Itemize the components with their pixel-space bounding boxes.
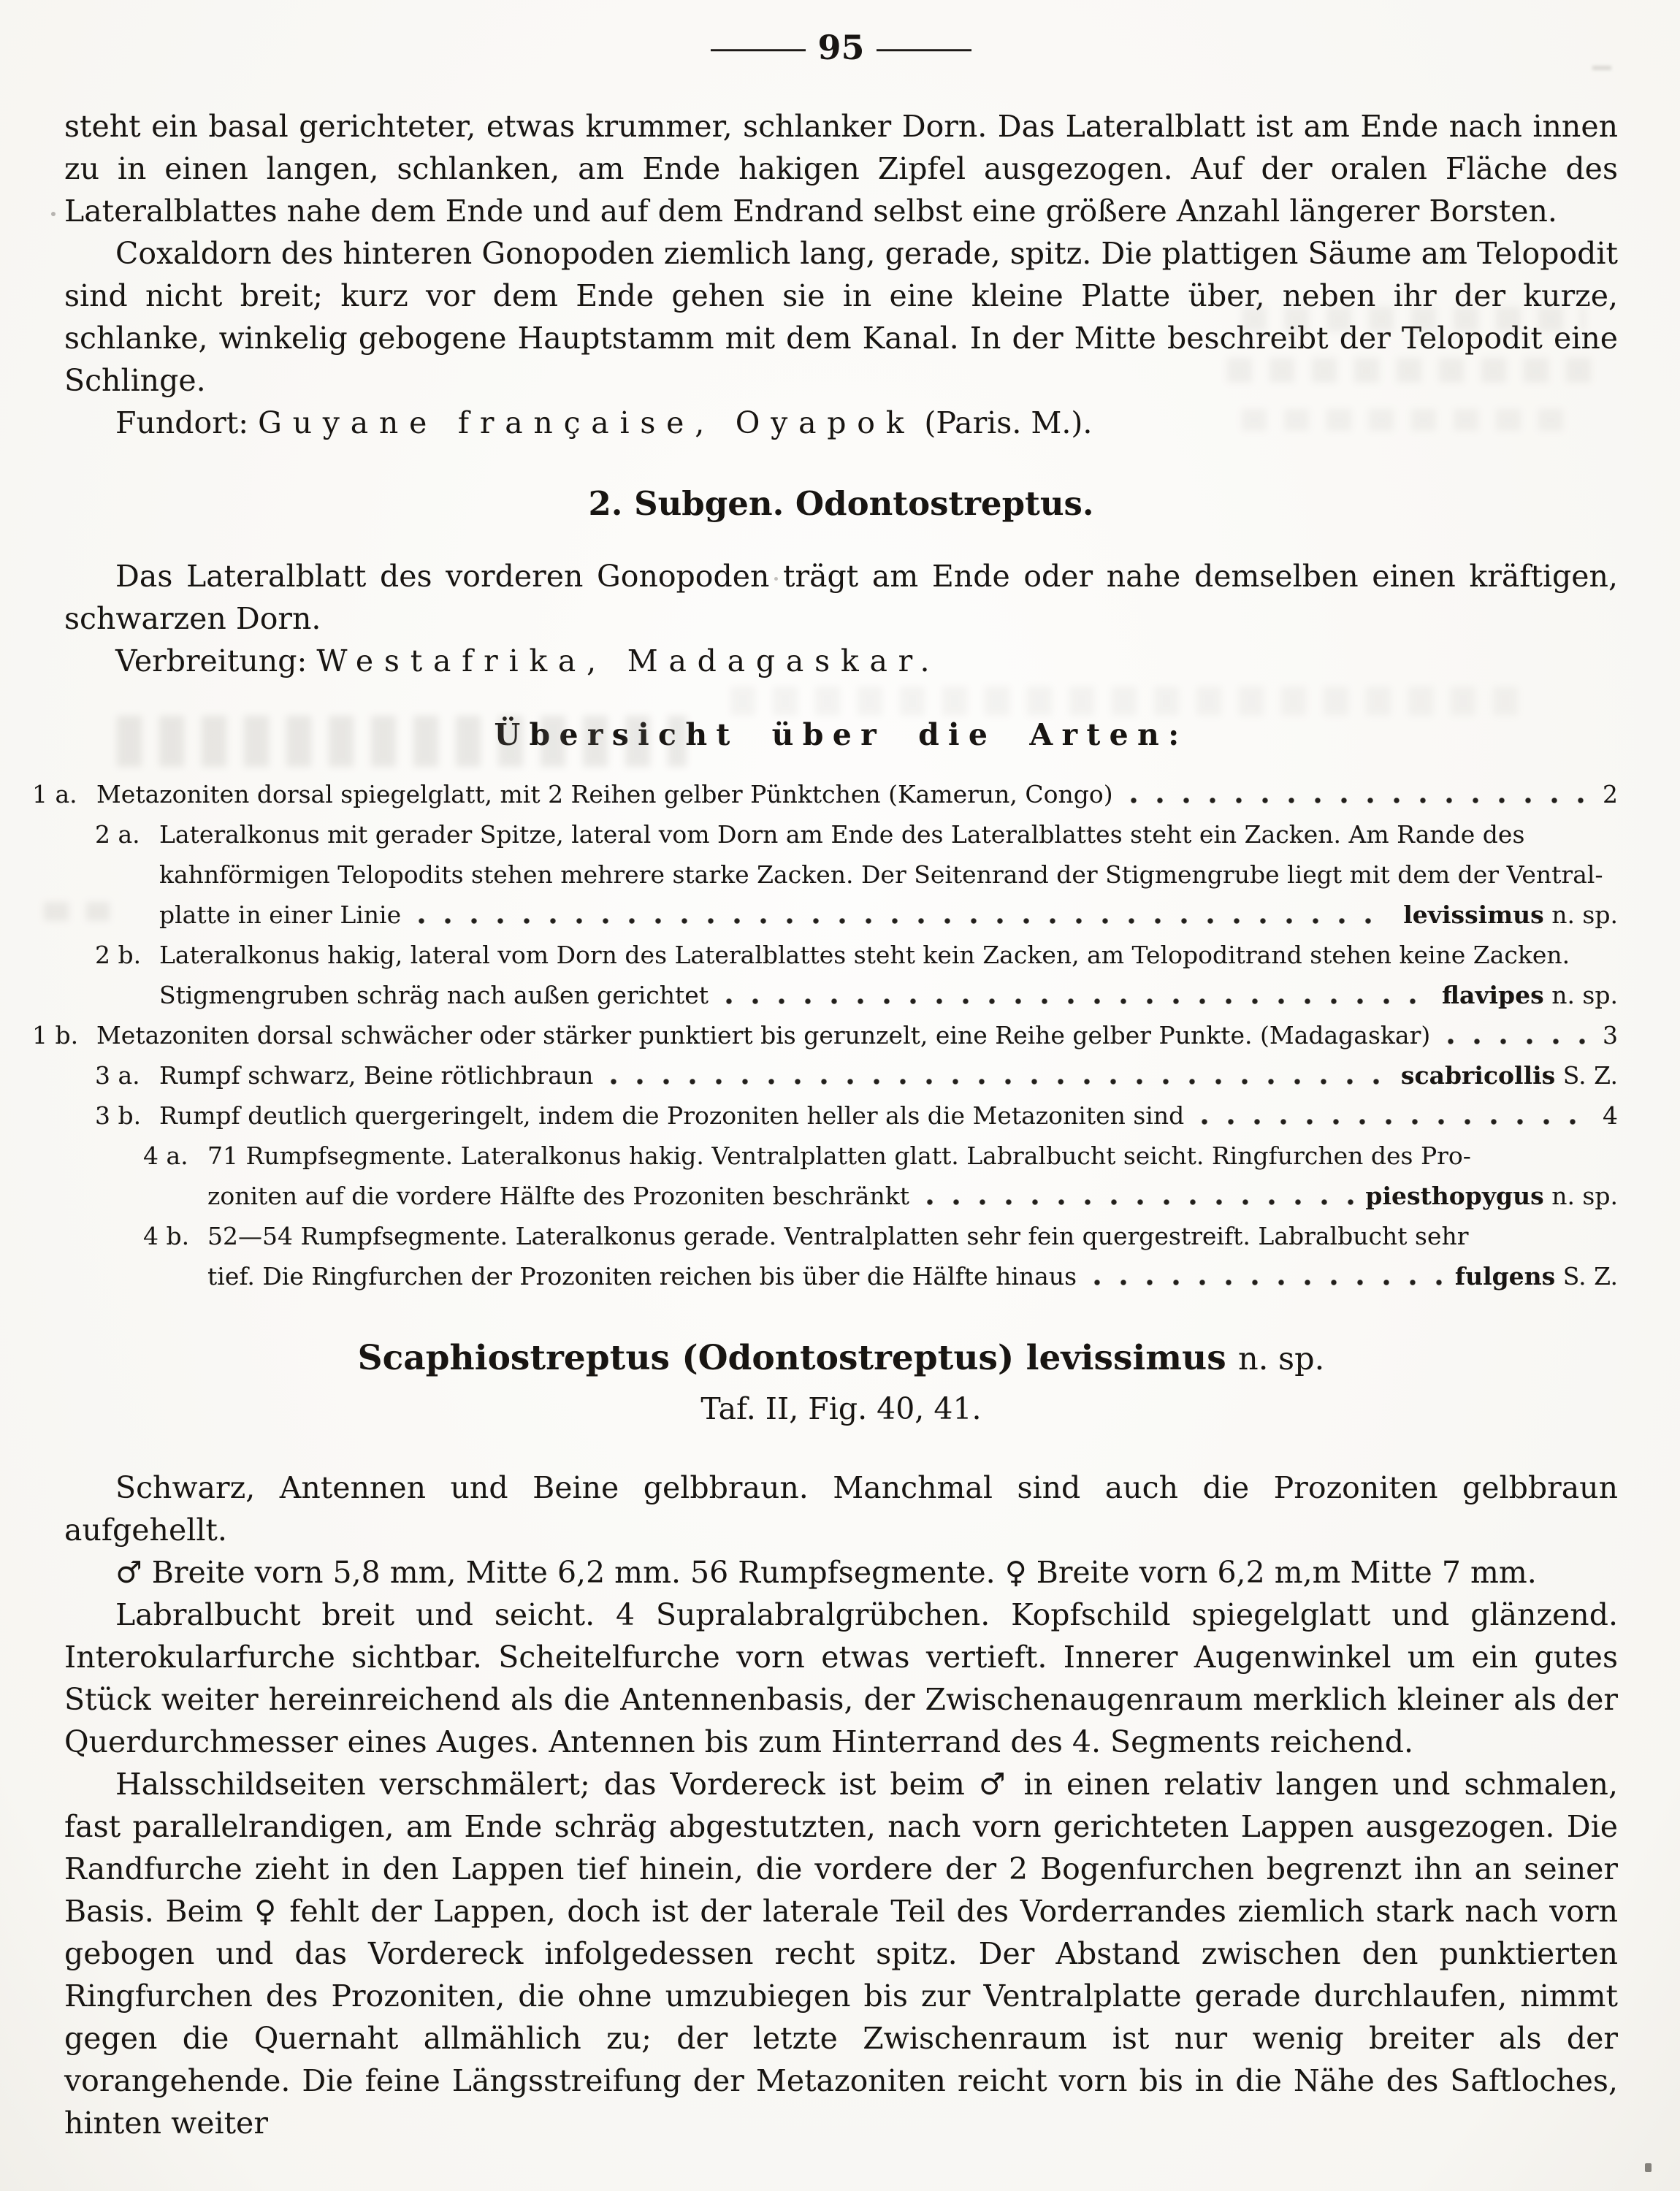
header-rule-left: —: [706, 28, 811, 67]
plate-figure-reference: Taf. II, Fig. 40, 41.: [700, 1391, 982, 1426]
key-item-text: zoniten auf die vordere Hälfte des Prozoniten beschränkt: [207, 1182, 909, 1210]
identification-key: [32, 774, 1618, 1296]
key-item-number: 3 b.: [95, 1101, 142, 1130]
key-item-number: 3 a.: [95, 1061, 140, 1090]
page-header: [64, 28, 1618, 67]
key-item-text: Lateralkonus mit gerader Spitze, lateral vom Dorn am Ende des Lateralblattes steht ein Zacken. Am Rande des: [159, 820, 1525, 849]
key-item-1a: [32, 774, 1618, 814]
key-item-result: 4: [1603, 1101, 1618, 1130]
dot-leader: [723, 975, 1430, 1015]
header-rule-right: —: [871, 28, 976, 67]
dot-leader: [416, 895, 1391, 935]
key-item-text: platte in einer Linie: [159, 901, 402, 929]
key-item-text: 52—54 Rumpfsegmente. Lateralkonus gerade. Ventralplatten sehr fein quergestreift. Labralbucht sehr: [207, 1222, 1469, 1250]
key-item-3b: [32, 1096, 1618, 1136]
key-item-text: Stigmengruben schräg nach außen gerichtet: [159, 981, 709, 1009]
species-authorship: n. sp.: [1238, 1341, 1325, 1377]
subgenus-heading: 2. Subgen. Odontostreptus.: [588, 484, 1094, 523]
paragraph-head-description: Labralbucht breit und seicht. 4 Supralabralgrübchen. Kopfschild spiegelglatt und glänzend. Interokularfurche sichtbar. Scheitelfurche vorn etwas vertieft. Innerer Augenwinkel um ein gutes Stück weiter hereinreichend als die Antennenbasis, der Zwischenaugenraum merklich kleiner als der Querdurchmesser eines Auges. Antennen bis zum Hinterrand des 4. Segments reichend.: [64, 1597, 1618, 1759]
key-item-text: Lateralkonus hakig, lateral vom Dorn des Lateralblattes steht kein Zacken, am Telopoditrand stehen keine Zacken.: [159, 941, 1570, 969]
key-item-text: kahnförmigen Telopodits stehen mehrere starke Zacken. Der Seitenrand der Stigmengrube liegt mit dem der Ventral-: [159, 860, 1603, 889]
key-item-text: Metazoniten dorsal schwächer oder stärker punktiert bis gerunzelt, eine Reihe gelber Punkte. (Madagaskar): [96, 1021, 1431, 1049]
scan-artifact-speck-1: [1645, 2163, 1652, 2172]
scan-artifact-bleedthrough-5: [730, 687, 1534, 716]
dot-leader: [1128, 774, 1591, 814]
key-item-4b: [32, 1216, 1618, 1296]
key-item-result: 2: [1603, 780, 1618, 808]
key-item-result: scabricollis S. Z.: [1400, 1061, 1618, 1090]
key-title: Übersicht über die Arten:: [494, 717, 1188, 752]
key-item-result: piesthopygus n. sp.: [1365, 1182, 1618, 1210]
paragraph-subgenus-diagnosis: Das Lateralblatt des vorderen Gonopoden trägt am Ende oder nahe demselben einen kräftigen, schwarzen Dorn.: [64, 559, 1618, 636]
key-item-text: tief. Die Ringfurchen der Prozoniten reichen bis über die Hälfte hinaus: [207, 1262, 1077, 1290]
key-item-text: Rumpf deutlich quergeringelt, indem die Prozoniten heller als die Metazoniten sind: [159, 1101, 1185, 1130]
key-item-1b: [32, 1015, 1618, 1055]
key-item-number: 1 a.: [32, 780, 77, 808]
key-item-result: levissimus n. sp.: [1403, 901, 1618, 929]
fundort-label: Fundort:: [115, 405, 249, 440]
paragraph-fundort: [64, 402, 1618, 444]
species-name: Scaphiostreptus (Odontostreptus) levissimus: [357, 1338, 1226, 1378]
key-item-number: 1 b.: [32, 1021, 79, 1049]
fundort-locality: Guyane française, Oyapok: [258, 405, 915, 440]
key-item-3a: [32, 1055, 1618, 1096]
paragraph-verbreitung: [64, 640, 1618, 682]
key-item-2a: [32, 814, 1618, 935]
paragraph-measurements: ♂ Breite vorn 5,8 mm, Mitte 6,2 mm. 56 Rumpfsegmente. ♀ Breite vorn 6,2 m,m Mitte 7 mm.: [115, 1555, 1537, 1590]
verbreitung-label: Verbreitung:: [115, 643, 308, 678]
dot-leader: [1445, 1015, 1591, 1055]
page-number: 95: [817, 28, 865, 67]
key-item-result: 3: [1603, 1021, 1618, 1049]
dot-leader: [1199, 1096, 1591, 1136]
dot-leader: [1091, 1256, 1443, 1296]
key-item-number: 2 b.: [95, 941, 142, 969]
species-heading: [64, 1339, 1618, 1379]
key-item-number: 2 a.: [95, 820, 140, 849]
paragraph-coloration: Schwarz, Antennen und Beine gelbbraun. Manchmal sind auch die Prozoniten gelbbraun aufgehellt.: [64, 1470, 1618, 1548]
fundort-collection: (Paris. M.).: [924, 405, 1093, 440]
key-item-number: 4 a.: [143, 1142, 188, 1170]
key-item-result: fulgens S. Z.: [1454, 1262, 1618, 1290]
dot-leader: [608, 1055, 1389, 1096]
paragraph-collum-description: Halsschildseiten verschmälert; das Vordereck ist beim ♂ in einen relativ langen und schmalen, fast parallelrandigen, am Ende schräg abgestutzten, nach vorn gerichteten Lappen ausgezogen. Die Randfurche zieht in den Lappen tief hinein, die vordere der 2 Bogenfurchen begrenzt ihn an seiner Basis. Beim ♀ fehlt der Lappen, doch ist der laterale Teil des Vorderrandes ziemlich stark nach vorn gebogen und das Vordereck infolgedessen recht spitz. Der Abstand zwischen den punktierten Ringfurchen des Prozoniten, die ohne umzubiegen bis zur Ventralplatte gerade durchlaufen, nimmt gegen die Quernaht allmählich zu; der letzte Zwischenraum ist nur wenig breiter als der vorangehende. Die feine Längsstreifung der Metazoniten reicht vorn bis in die Nähe des Saftloches, hinten weiter: [64, 1767, 1618, 2141]
dot-leader: [924, 1176, 1353, 1216]
key-item-result: flavipes n. sp.: [1441, 981, 1618, 1009]
key-item-number: 4 b.: [143, 1222, 190, 1250]
verbreitung-regions: Westafrika, Madagaskar.: [316, 643, 941, 678]
scan-artifact-speck-2: [51, 212, 56, 216]
key-item-text: Rumpf schwarz, Beine rötlichbraun: [159, 1061, 594, 1090]
paragraph-coxaldorn: Coxaldorn des hinteren Gonopoden ziemlich lang, gerade, spitz. Die plattigen Säume am Telopodit sind nicht breit; kurz vor dem Ende gehen sie in eine kleine Platte über, neben ihr der kurze, schlanke, winkelig gebogene Hauptstamm mit dem Kanal. In der Mitte beschreibt der Telopodit eine Schlinge.: [64, 236, 1618, 398]
key-item-text: 71 Rumpfsegmente. Lateralkonus hakig. Ventralplatten glatt. Labralbucht seicht. Ringfurchen des Pro-: [207, 1142, 1471, 1170]
key-item-2b: [32, 935, 1618, 1015]
paragraph-gonopod-description: steht ein basal gerichteter, etwas krummer, schlanker Dorn. Das Lateralblatt ist am Ende nach innen zu in einen langen, schlanken, am Ende hakigen Zipfel ausgezogen. Auf der oralen Fläche des Lateralblattes nahe dem Ende und auf dem Endrand selbst eine größere Anzahl längerer Borsten.: [64, 109, 1618, 229]
key-item-text: Metazoniten dorsal spiegelglatt, mit 2 Reihen gelber Pünktchen (Kamerun, Congo): [96, 780, 1113, 808]
key-item-4a: [32, 1136, 1618, 1216]
